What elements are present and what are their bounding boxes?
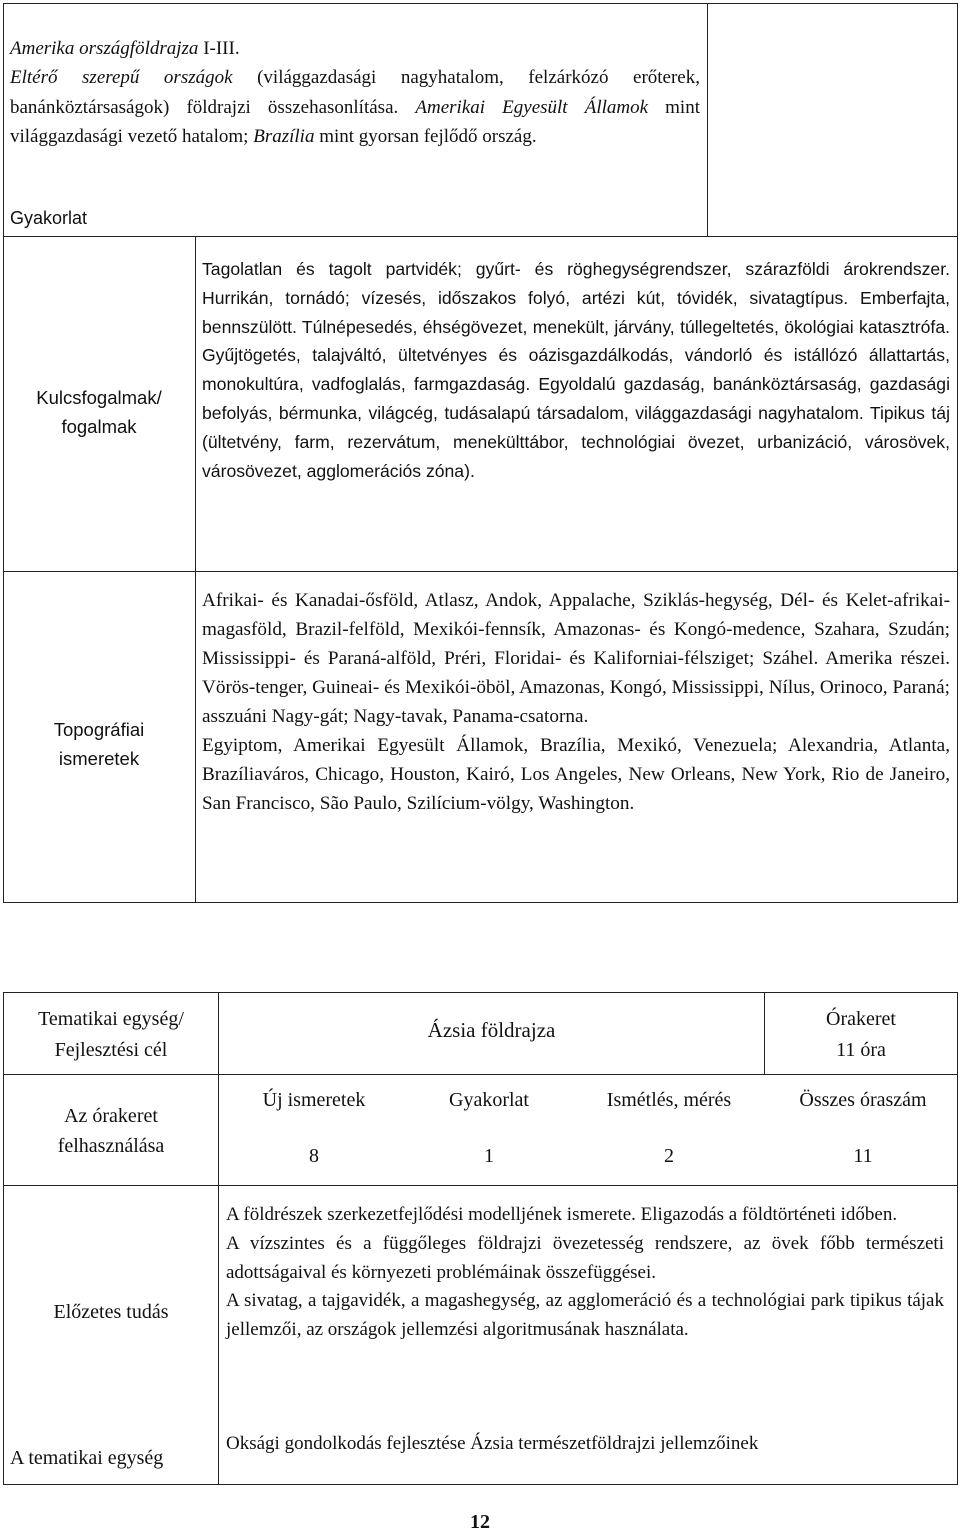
kulcs-label-line2: fogalmak (61, 416, 137, 437)
felhasznalas-line1: Az órakeret (64, 1105, 158, 1127)
val-osszes: 11 (853, 1145, 873, 1167)
col-osszes: Összes óraszám (799, 1089, 927, 1111)
page-number: 12 (470, 1511, 490, 1533)
topic-rest: (világgazdasági nagyhatalom, felzárkózó erőterek, banánköztársaságok) földrajzi összehasonlítása. (10, 67, 700, 118)
topo-para-1: Afrikai- és Kanadai-ősföld, Atlasz, Andok, Appalache, Sziklás-hegység, Dél- és Kelet-afrikai- magasföld, Brazil-felföld, Mexikói-fennsík, Amazonas- és Kongó-medence, Szahara, Szudán; Mississippi- és Paraná-alföld, Préri, Floridai- és Kaliforniai-félsziget; Száhel. Amerika részei. Vörös-tenger, Guineai- és Mexikói-öböl, Amazonas, Kongó, Mississippi, Nílus, Orinoco, Paraná; asszuáni Nagy-gát; Nagy-tavak, Panama-csatorna. (202, 590, 950, 727)
tematikai-egyseg-bottom-label: A tematikai egység (10, 1447, 164, 1469)
felhasznalas-label (4, 1101, 218, 1161)
lower-hline-2 (3, 1185, 958, 1186)
kulcs-label-line1: Kulcsfogalmak/ (36, 387, 162, 408)
gyakorlat-label: Gyakorlat (10, 208, 88, 228)
upper-top-divider (707, 3, 708, 237)
orakeret (765, 1004, 957, 1066)
tematikai-egyseg-text: Oksági gondolkodás fejlesztése Ázsia természetföldrajzi jellemzőinek (226, 1433, 759, 1454)
topo-label-line1: Topográfiai (53, 719, 145, 740)
topic-italic: Eltérő szerepű országok (10, 67, 233, 89)
val-ismetles: 2 (664, 1145, 674, 1167)
usa-rest: mint világgazdasági vezető hatalom; (10, 96, 700, 147)
topo-label (4, 715, 194, 773)
val-gyakorlat: 1 (484, 1145, 494, 1167)
topo-para-2: Egyiptom, Amerikai Egyesült Államok, Brazília, Mexikó, Venezuela; Alexandria, Atlanta, Brazíliaváros, Chicago, Houston, Kairó, Los Angeles, New Orleans, New York, Rio de Janeiro, San Francisco, São Paulo, Szilícium-völgy, Washington. (202, 735, 950, 814)
unit-title: Ázsia földrajza (427, 1018, 556, 1042)
course-title-rest: I-III. (198, 38, 240, 59)
col-gyakorlat: Gyakorlat (449, 1089, 529, 1111)
tematikai-label-line2: Fejlesztési cél (54, 1039, 168, 1061)
lower-vline-left-row3 (218, 1185, 219, 1485)
kulcs-label (4, 383, 194, 441)
orakeret-value: 11 óra (836, 1039, 886, 1061)
elozetes-para-1: A földrészek szerkezetfejlődési modelljének ismerete. Eligazodás a földtörténeti időben. (226, 1204, 898, 1225)
elozetes-tudas-label: Előzetes tudás (53, 1301, 169, 1323)
lower-hline-1 (3, 1074, 958, 1075)
topo-text (202, 586, 950, 818)
usa-italic: Amerikai Egyesült Államok (415, 96, 649, 118)
brazil-italic: Brazília (253, 125, 315, 147)
kulcs-text: Tagolatlan és tagolt partvidék; gyűrt- és röghegységrendszer, szárazföldi árokrendszer. Hurrikán, tornádó; vízesés, időszakos folyó, artézi kút, tóvidék, sivatagtípus. Emberfajta, bennszülött. Túlnépesedés, éhségövezet, menekült, járvány, túllegeltetés, ökológiai katasztrófa. Gyűjtögetés, talajváltó, ültetvényes és oázisgazdálkodás, vándorló és istállózó állattartás, monokultúra, vadfoglalás, farmgazdaság. Egyoldalú gazdaság, banánköztársaság, gazdasági befolyás, bérmunka, világcég, tudásalapú társadalom, világgazdasági nagyhatalom. Tipikus táj (ültetvény, farm, rezervátum, menekülttábor, technológiai övezet, urbanizáció, városövek, városövezet, agglomerációs zóna). (202, 259, 950, 481)
tematikai-egyseg-label (4, 1004, 218, 1066)
hours-header-row (219, 1089, 957, 1112)
col-ismetles: Ismétlés, mérés (606, 1089, 732, 1111)
elozetes-text (226, 1201, 944, 1345)
elozetes-para-2: A vízszintes és a függőleges földrajzi övezetesség rendszere, az övek főbb természeti adottságaival és környezeti problémáinak összefüggései. (226, 1232, 944, 1283)
tematikai-label-line1: Tematikai egység/ (38, 1008, 184, 1030)
brazil-rest: mint gyorsan fejlődő ország. (314, 125, 537, 147)
orakeret-label: Órakeret (826, 1008, 896, 1030)
felhasznalas-line2: felhasználása (57, 1135, 165, 1157)
col-uj-ismeretek: Új ismeretek (262, 1089, 366, 1111)
upper-hline-2 (3, 571, 958, 572)
upper-hline-1 (3, 236, 958, 237)
upper-left-divider (195, 236, 196, 903)
topo-label-line2: ismeretek (58, 748, 140, 769)
elozetes-para-3: A sivatag, a tajgavidék, a magashegység, az agglomeráció és a technológiai park tipikus tájak jellemzői, az országok jellemzési algoritmusának használata. (226, 1290, 944, 1341)
val-uj-ismeretek: 8 (309, 1145, 319, 1167)
top-block (10, 34, 700, 151)
hours-value-row (219, 1145, 957, 1168)
course-title: Amerika országföldrajza (10, 38, 199, 59)
